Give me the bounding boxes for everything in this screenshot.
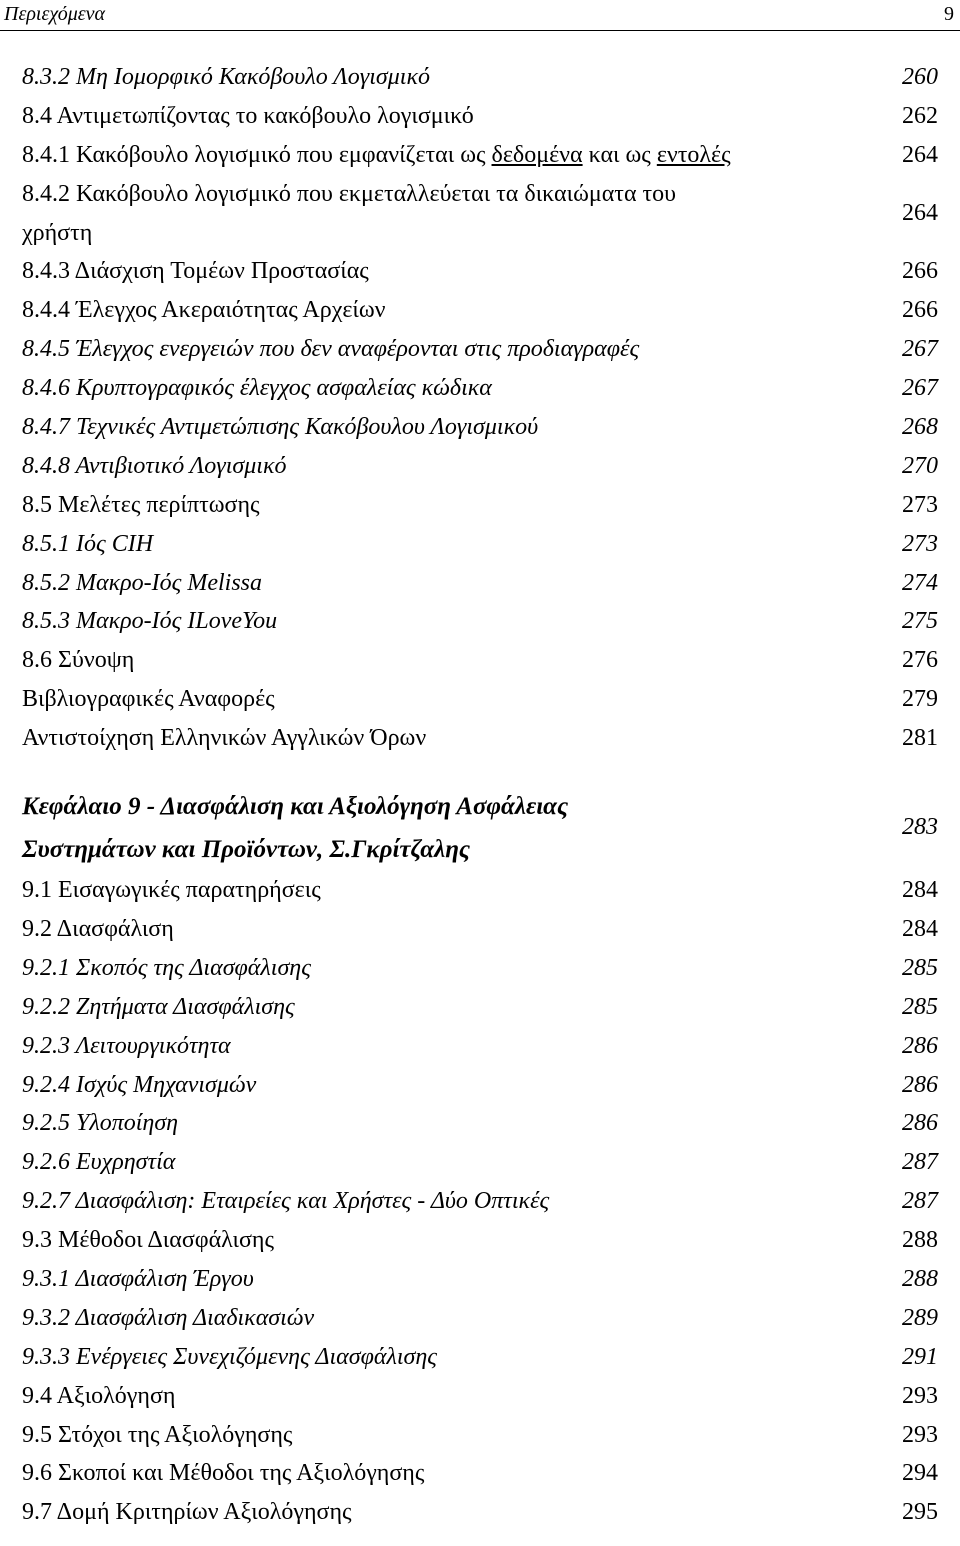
- toc-entry-title: 9.6 Σκοποί και Μέθοδοι της Αξιολόγησης: [22, 1460, 425, 1487]
- toc-entry-title: 8.4.5 Έλεγχος ενεργειών που δεν αναφέρονται στις προδιαγραφές: [22, 336, 640, 363]
- toc-entry-title: 9.1 Εισαγωγικές παρατηρήσεις: [22, 877, 321, 904]
- chapter-page: 283: [902, 814, 938, 841]
- toc-entry-page: 266: [902, 297, 938, 324]
- toc-entry-page: 285: [902, 993, 938, 1020]
- toc-entry[interactable]: [22, 1493, 938, 1532]
- chapter-title: [22, 785, 568, 871]
- toc-entry-page: 293: [902, 1421, 938, 1448]
- toc-entry-page: 285: [902, 954, 938, 981]
- toc-entry[interactable]: [22, 291, 938, 330]
- toc-entry[interactable]: [22, 330, 938, 369]
- toc-entry-title: 9.4 Αξιολόγηση: [22, 1382, 176, 1409]
- toc-entry[interactable]: [22, 1416, 938, 1455]
- toc-entry-page: 286: [902, 1032, 938, 1059]
- toc-entry-page: 289: [902, 1304, 938, 1331]
- toc-entry-page: 267: [902, 375, 938, 402]
- toc-entry-title-line: 8.4.2 Κακόβουλο λογισμικό που εκμεταλλεύεται τα δικαιώματα του: [22, 180, 677, 207]
- toc-entry-page: 264: [902, 200, 938, 227]
- toc-entry[interactable]: [22, 910, 938, 949]
- toc-entry-title: Βιβλιογραφικές Αναφορές: [22, 686, 275, 713]
- header-title: Περιεχόμενα: [4, 3, 106, 25]
- toc-entry-title-part: 8.4.1 Κακόβουλο λογισμικό που εμφανίζεται ως: [22, 141, 492, 168]
- toc-entry-title: 9.2 Διασφάλιση: [22, 915, 174, 942]
- toc-entry-title: 9.2.6 Ευχρηστία: [22, 1149, 176, 1176]
- toc-entry-title: 8.5.3 Μακρο-Ιός ILoveYou: [22, 608, 278, 635]
- toc-entry[interactable]: [22, 369, 938, 408]
- toc-entry[interactable]: [22, 871, 938, 910]
- toc-entry-title: 8.4.4 Έλεγχος Ακεραιότητας Αρχείων: [22, 297, 386, 324]
- toc-entry-page: 274: [902, 569, 938, 596]
- toc-entry-title: 9.3 Μέθοδοι Διασφάλισης: [22, 1227, 274, 1254]
- toc-entry-title: 9.3.3 Ενέργειες Συνεχιζόμενης Διασφάλισης: [22, 1343, 437, 1370]
- toc-entry[interactable]: [22, 680, 938, 719]
- toc-entry[interactable]: [22, 602, 938, 641]
- toc-entry[interactable]: [22, 525, 938, 564]
- toc-entry-page: 287: [902, 1188, 938, 1215]
- toc-entry-page: 268: [902, 414, 938, 441]
- toc-entry[interactable]: [22, 1338, 938, 1377]
- toc-entry[interactable]: [22, 175, 938, 253]
- toc-entry-page: 294: [902, 1460, 938, 1487]
- toc-entry[interactable]: [22, 1104, 938, 1143]
- toc-entry-underlined-term: δεδομένα: [491, 141, 583, 168]
- toc-entry-title-line: χρήστη: [22, 219, 93, 246]
- toc-entry[interactable]: [22, 719, 938, 758]
- toc-entry-page: 288: [902, 1265, 938, 1292]
- toc-entry-page: 293: [902, 1382, 938, 1409]
- toc-entry[interactable]: [22, 641, 938, 680]
- header-rule: [0, 30, 960, 31]
- toc-entry-title: 8.4 Αντιμετωπίζοντας το κακόβουλο λογισμικό: [22, 102, 474, 129]
- chapter-title-line: Κεφάλαιο 9 - Διασφάλιση και Αξιολόγηση Ασφάλειας: [22, 793, 569, 821]
- toc-entry[interactable]: [22, 58, 938, 97]
- toc-entry-title: 9.3.2 Διασφάλιση Διαδικασιών: [22, 1304, 315, 1331]
- toc-entry-page: 284: [902, 915, 938, 942]
- toc-entry-title: 8.6 Σύνοψη: [22, 647, 135, 674]
- toc-entry-title: 8.4.7 Τεχνικές Αντιμετώπισης Κακόβουλου Λογισμικού: [22, 414, 539, 441]
- toc-entry-title: 9.2.3 Λειτουργικότητα: [22, 1032, 231, 1059]
- toc-entry-title: 8.5 Μελέτες περίπτωσης: [22, 491, 260, 518]
- toc-entry[interactable]: [22, 1454, 938, 1493]
- toc-entry-page: 288: [902, 1227, 938, 1254]
- toc-entry[interactable]: [22, 1221, 938, 1260]
- toc-entry-title: 9.2.4 Ισχύς Μηχανισμών: [22, 1071, 257, 1098]
- toc-entry-page: 281: [902, 725, 938, 752]
- toc-entry-page: 295: [902, 1499, 938, 1526]
- toc-entry-title: 8.5.2 Μακρο-Ιός Melissa: [22, 569, 263, 596]
- toc-entry-page: 287: [902, 1149, 938, 1176]
- toc-entry-title: 9.7 Δομή Κριτηρίων Αξιολόγησης: [22, 1499, 352, 1526]
- toc-entry-title: [22, 136, 731, 175]
- toc-entry[interactable]: [22, 1027, 938, 1066]
- toc-entry[interactable]: [22, 447, 938, 486]
- toc-entry-title: Αντιστοίχηση Ελληνικών Αγγλικών Όρων: [22, 725, 427, 752]
- toc-entry-page: 262: [902, 102, 938, 129]
- toc-entry[interactable]: [22, 1299, 938, 1338]
- toc-entry[interactable]: [22, 97, 938, 136]
- page-header: [0, 0, 960, 32]
- toc-entry-page: 286: [902, 1110, 938, 1137]
- toc-entry-title: 9.2.7 Διασφάλιση: Εταιρείες και Χρήστες - Δύο Οπτικές: [22, 1188, 550, 1215]
- table-of-contents: [22, 58, 938, 1532]
- toc-entry-page: 273: [902, 491, 938, 518]
- toc-entry-title: 8.5.1 Ιός CIH: [22, 530, 154, 557]
- toc-entry[interactable]: [22, 408, 938, 447]
- toc-entry-title: 8.4.6 Κρυπτογραφικός έλεγχος ασφαλείας κώδικα: [22, 375, 492, 402]
- toc-entry-title: 8.4.3 Διάσχιση Τομέων Προστασίας: [22, 258, 369, 285]
- toc-entry-page: 273: [902, 530, 938, 557]
- toc-entry-title: 8.4.8 Αντιβιοτικό Λογισμικό: [22, 452, 287, 479]
- toc-entry[interactable]: [22, 252, 938, 291]
- toc-entry[interactable]: [22, 1377, 938, 1416]
- toc-entry-title: 9.5 Στόχοι της Αξιολόγησης: [22, 1421, 293, 1448]
- toc-entry-title: 8.3.2 Μη Ιομορφικό Κακόβουλο Λογισμικό: [22, 64, 430, 90]
- toc-entry-title: [22, 175, 676, 253]
- toc-entry-page: 279: [902, 686, 938, 713]
- toc-entry-page: 276: [902, 647, 938, 674]
- toc-entry[interactable]: [22, 564, 938, 603]
- toc-entry[interactable]: [22, 1260, 938, 1299]
- toc-entry-title: 9.2.1 Σκοπός της Διασφάλισης: [22, 954, 311, 981]
- toc-entry-title: 9.2.5 Υλοποίηση: [22, 1110, 179, 1137]
- toc-entry-title-part: και ως: [582, 141, 657, 168]
- toc-entry-page: 284: [902, 877, 938, 904]
- toc-entry[interactable]: [22, 949, 938, 988]
- toc-chapter-heading[interactable]: [22, 785, 938, 871]
- toc-entry[interactable]: [22, 486, 938, 525]
- toc-entry[interactable]: [22, 136, 938, 175]
- toc-entry[interactable]: [22, 1143, 938, 1182]
- toc-entry-page: 266: [902, 258, 938, 285]
- header-page-number: 9: [944, 3, 954, 25]
- toc-entry-page: 260: [902, 64, 938, 90]
- toc-entry-title: 9.2.2 Ζητήματα Διασφάλισης: [22, 993, 295, 1020]
- toc-entry[interactable]: [22, 1182, 938, 1221]
- toc-entry-page: 286: [902, 1071, 938, 1098]
- toc-entry-underlined-term: εντολές: [656, 141, 731, 168]
- toc-entry-title: 9.3.1 Διασφάλιση Έργου: [22, 1265, 254, 1292]
- toc-entry[interactable]: [22, 1066, 938, 1105]
- toc-entry-page: 264: [902, 141, 938, 168]
- toc-entry[interactable]: [22, 988, 938, 1027]
- toc-entry-page: 291: [902, 1343, 938, 1370]
- toc-entry-page: 270: [902, 452, 938, 479]
- chapter-title-line: Συστημάτων και Προϊόντων, Σ.Γκρίτζαλης: [22, 836, 471, 864]
- toc-entry-page: 275: [902, 608, 938, 635]
- toc-entry-page: 267: [902, 336, 938, 363]
